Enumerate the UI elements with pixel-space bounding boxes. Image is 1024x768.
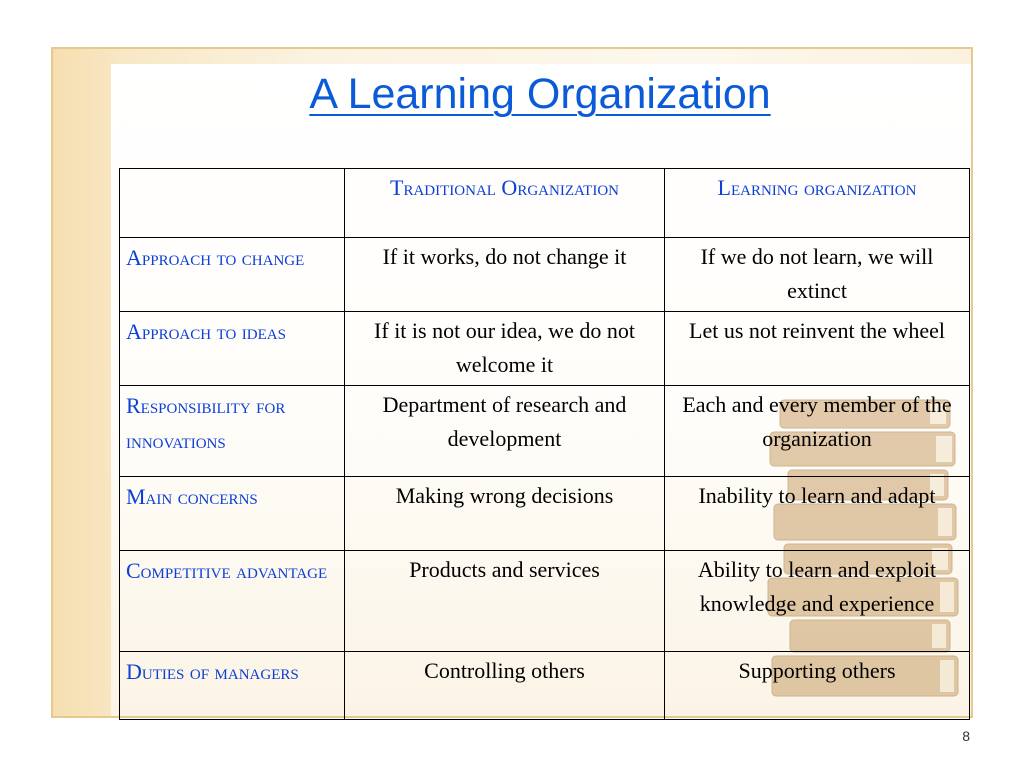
learning-cell: Inability to learn and adapt <box>665 477 970 551</box>
row-label: Competitive advantage <box>120 551 345 652</box>
comparison-table <box>119 168 970 720</box>
row-label: Main concerns <box>120 477 345 551</box>
header-cell-traditional: Traditional Organization <box>345 169 665 238</box>
traditional-cell: If it is not our idea, we do not welcome it <box>345 312 665 386</box>
table-row <box>120 312 970 386</box>
slide-title: A Learning Organization <box>309 70 771 118</box>
row-label: Approach to change <box>120 238 345 312</box>
table-row <box>120 477 970 551</box>
table-row <box>120 551 970 652</box>
row-label: Duties of managers <box>120 652 345 720</box>
learning-cell: Ability to learn and exploit knowledge and experience <box>665 551 970 652</box>
traditional-cell: Controlling others <box>345 652 665 720</box>
learning-cell: Supporting others <box>665 652 970 720</box>
traditional-cell: Products and services <box>345 551 665 652</box>
header-cell-learning: Learning organization <box>665 169 970 238</box>
page-number: 8 <box>962 728 970 744</box>
learning-cell: Let us not reinvent the wheel <box>665 312 970 386</box>
table-row <box>120 238 970 312</box>
traditional-cell: If it works, do not change it <box>345 238 665 312</box>
learning-cell: If we do not learn, we will extinct <box>665 238 970 312</box>
traditional-cell: Making wrong decisions <box>345 477 665 551</box>
row-label: Responsibility for innovations <box>120 386 345 477</box>
row-label: Approach to ideas <box>120 312 345 386</box>
table-row <box>120 652 970 720</box>
table-header-row <box>120 169 970 238</box>
table-row <box>120 386 970 477</box>
header-cell-empty <box>120 169 345 238</box>
traditional-cell: Department of research and development <box>345 386 665 477</box>
learning-cell: Each and every member of the organization <box>665 386 970 477</box>
